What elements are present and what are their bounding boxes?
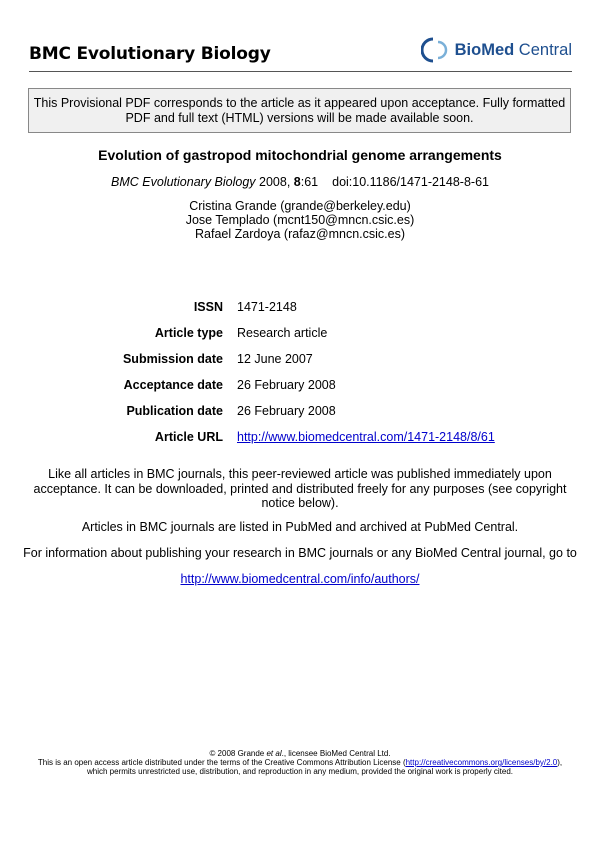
page-header — [29, 42, 572, 72]
citation — [0, 175, 600, 189]
author-2: Jose Templado (mcnt150@mncn.csic.es) — [185, 213, 415, 227]
citation-journal: BMC Evolutionary Biology — [111, 175, 256, 189]
notice-line-2: PDF and full text (HTML) versions will be made available soon. — [125, 111, 474, 125]
meta-row-issn — [0, 300, 600, 316]
para1-line-1: Like all articles in BMC journals, this peer-reviewed article was published immediately upon — [48, 467, 552, 481]
citation-page: :61 — [300, 175, 319, 189]
license-post: ), — [557, 758, 563, 767]
author-1: Cristina Grande (grande@berkeley.edu) — [189, 199, 411, 213]
meta-label: ISSN — [193, 300, 223, 314]
publishing-info-paragraph: For information about publishing your research in BMC journals or any BioMed Central journal, go to — [23, 546, 577, 560]
authors-info-link-row — [30, 572, 570, 587]
doi: doi:10.1186/1471-2148-8-61 — [332, 175, 489, 189]
meta-label: Publication date — [126, 404, 223, 418]
copyright-line — [0, 749, 600, 758]
meta-value: 12 June 2007 — [237, 352, 313, 366]
meta-label: Article type — [154, 326, 223, 340]
meta-label: Acceptance date — [123, 378, 223, 392]
logo-bold-text: BioMed — [454, 40, 515, 59]
header-divider — [29, 71, 572, 72]
meta-value: 26 February 2008 — [237, 404, 336, 418]
meta-label: Article URL — [154, 430, 223, 444]
journal-title: BMC Evolutionary Biology — [29, 44, 271, 64]
article-url-link[interactable]: http://www.biomedcentral.com/1471-2148/8/61 — [237, 430, 495, 444]
copyright-post: ., licensee BioMed Central Ltd. — [281, 749, 391, 758]
license-line-2: which permits unrestricted use, distribution, and reproduction in any medium, provided the original work is properly cited. — [87, 767, 513, 776]
meta-value-link — [237, 430, 495, 444]
biomed-central-logo-icon — [421, 36, 451, 64]
meta-row-article-type — [0, 326, 600, 342]
meta-row-submission-date — [0, 352, 600, 368]
citation-volume: 8 — [293, 175, 301, 189]
copyright-etal: et al — [266, 749, 282, 758]
provisional-notice — [28, 88, 571, 133]
meta-value: Research article — [237, 326, 328, 340]
license-link[interactable]: http://creativecommons.org/licenses/by/2.0 — [405, 758, 558, 767]
author-list — [0, 199, 600, 241]
biomed-central-logo[interactable] — [421, 36, 572, 64]
citation-year: 2008, — [255, 175, 294, 189]
license-line-1 — [0, 758, 600, 767]
author-3: Rafael Zardoya (rafaz@mncn.csic.es) — [195, 227, 405, 241]
pubmed-paragraph: Articles in BMC journals are listed in PubMed and archived at PubMed Central. — [81, 520, 519, 534]
meta-row-article-url — [0, 430, 600, 446]
authors-info-link[interactable]: http://www.biomedcentral.com/info/authors/ — [180, 572, 420, 586]
copyright-pre: © 2008 Grande — [209, 749, 267, 758]
logo-text — [455, 41, 572, 60]
meta-value: 1471-2148 — [237, 300, 297, 314]
meta-row-acceptance-date — [0, 378, 600, 394]
logo-regular-text: Central — [514, 40, 572, 59]
para1-line-3: notice below). — [261, 496, 339, 510]
para1-line-2: acceptance. It can be downloaded, printed and distributed freely for any purposes (see copyright — [33, 481, 567, 496]
license-pre: This is an open access article distributed under the terms of the Creative Commons Attribution License ( — [37, 758, 406, 767]
article-title: Evolution of gastropod mitochondrial genome arrangements — [98, 147, 502, 163]
meta-label: Submission date — [122, 352, 223, 366]
meta-value: 26 February 2008 — [237, 378, 336, 392]
meta-row-publication-date — [0, 404, 600, 420]
notice-line-1: This Provisional PDF corresponds to the article as it appeared upon acceptance. Fully formatted — [33, 96, 566, 110]
open-access-paragraph — [30, 467, 570, 511]
